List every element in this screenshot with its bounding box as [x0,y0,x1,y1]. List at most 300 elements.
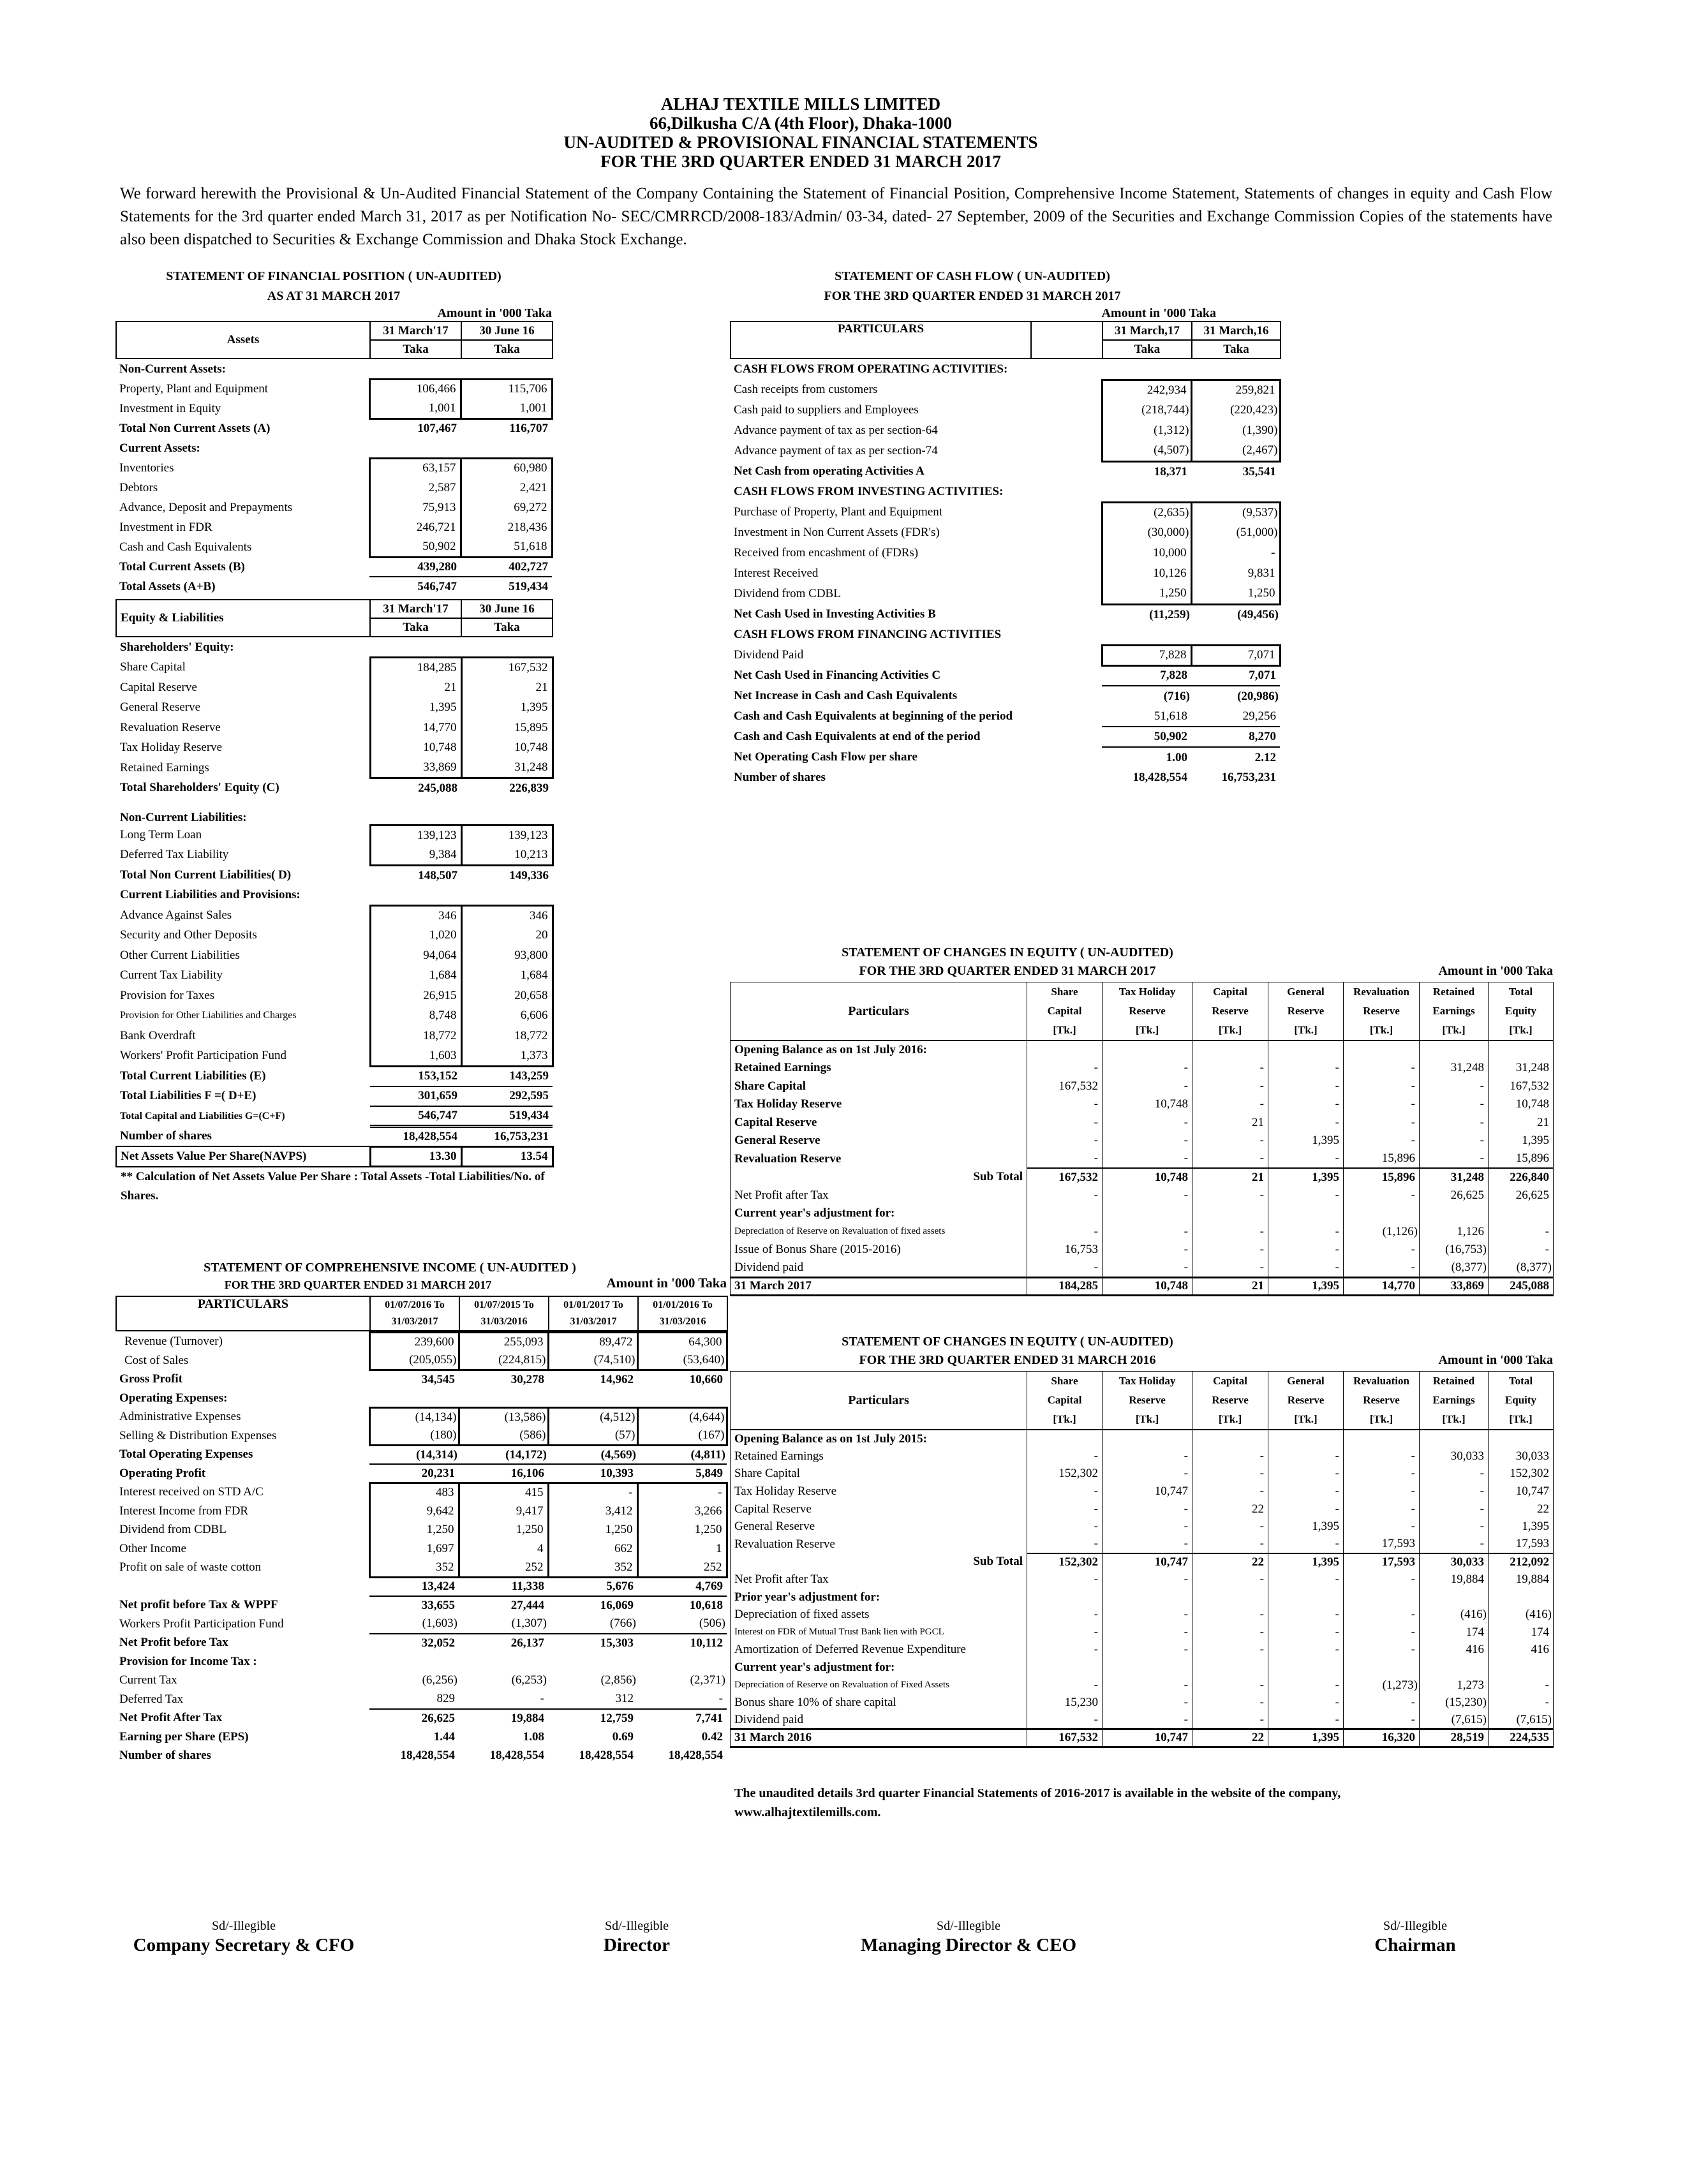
row-value: (13,586) [459,1408,548,1427]
column-header-line: Reserve [1212,1005,1249,1017]
row-value [1420,1204,1489,1223]
row-value: 519,434 [461,577,552,596]
row-label: Total Liabilities F =( D+E) [120,1089,256,1103]
row-label: Investment in Non Current Assets (FDR's) [734,526,940,539]
row-label: Total Operating Expenses [119,1448,253,1462]
row-value: - [1268,1641,1344,1659]
row-label: Net Profit after Tax [731,1187,1027,1205]
row-value: (74,510) [548,1351,637,1370]
row-label: Non-Current Assets: [119,362,226,376]
row-label: Retained Earnings [731,1448,1027,1465]
row-value: (15,230) [1420,1694,1489,1712]
row-value: 69,272 [461,498,552,517]
equity-row [731,1483,1554,1500]
row-value: - [1268,1694,1344,1712]
row-value: 152,302 [1489,1465,1554,1483]
row-value: - [1103,1059,1192,1077]
row-value: (8,377) [1489,1259,1554,1278]
signatory-role: Company Secretary & CFO [133,1935,355,1955]
row-value: - [1344,1483,1420,1500]
ci-row [115,1690,727,1709]
fpE-row [116,926,553,946]
row-value: 19,884 [459,1709,548,1728]
cf-row [730,584,1280,604]
fp-subtitle: AS AT 31 MARCH 2017 [267,289,401,303]
row-value: (2,467) [1191,441,1280,461]
row-label: Non-Current Liabilities: [120,811,247,824]
equity-column-header [1027,982,1103,1040]
ci-row [115,1351,727,1370]
row-value: - [1268,1536,1344,1553]
equity-column-header [1344,1372,1420,1430]
row-value: - [1027,1483,1103,1500]
row-value [1103,1588,1192,1606]
row-value: 829 [436,1692,455,1706]
equity-row [731,1114,1554,1132]
row-value [1420,1430,1489,1448]
ci-body [115,1333,727,1766]
row-value: 148,507 [418,868,457,882]
row-value [1344,1204,1420,1223]
cf-row [730,686,1280,706]
row-label: Provision for Income Tax : [119,1654,257,1668]
row-value: (51,000) [1191,522,1280,543]
row-label: Number of shares [119,1749,211,1763]
row-value: 34,545 [421,1373,455,1386]
row-value [1103,1430,1192,1448]
cash-flow-section [730,267,1280,788]
row-label: Deferred Tax Liability [120,848,229,862]
row-value: - [1103,1223,1192,1241]
row-value: 1,250 [459,1521,548,1540]
fpE-row [116,718,553,738]
row-label: Total Current Assets (B) [119,559,245,574]
fp-equity-table [115,637,554,1167]
row-value: - [1103,1712,1192,1729]
row-value: - [1489,1223,1554,1241]
fp-equity-label: Equity & Liabilities [116,600,370,637]
column-header-line: Total [1508,1375,1533,1387]
row-value: 212,092 [1489,1553,1554,1571]
row-value: 1,395 [1489,1518,1554,1536]
row-value: 12,759 [548,1709,637,1728]
ci-row [115,1747,727,1766]
ci-row [115,1671,727,1691]
row-value: - [1192,1677,1268,1694]
row-label: General Reserve [120,700,201,714]
row-value: (2,371) [690,1673,725,1687]
row-label: 31 March 2017 [731,1277,1027,1296]
document-title: UN-AUDITED & PROVISIONAL FINANCIAL STATEMENTS [563,133,1038,152]
signatory-role: Managing Director & CEO [860,1935,1077,1955]
row-value: 546,747 [369,577,461,596]
equity-column-header [1103,1372,1192,1430]
ci-table [115,1331,728,1765]
row-value [461,637,553,658]
equity-row [731,1095,1554,1114]
ci-row [115,1521,727,1540]
fp-unit1: Taka [370,340,461,359]
ci-row [115,1634,727,1653]
column-header-line: Reserve [1129,1005,1166,1017]
fpE-row [116,1046,553,1067]
row-label: General Reserve [731,1518,1027,1536]
fpE-row [116,658,553,678]
cf-row [730,665,1280,686]
cf-row [730,400,1280,420]
row-value: 167,532 [1489,1077,1554,1096]
row-value [370,798,461,825]
row-value: 143,259 [509,1069,549,1083]
fpA-row [115,418,552,438]
row-value: (220,423) [1191,400,1280,420]
intro-paragraph: We forward herewith the Provisional & Un-Audited Financial Statement of the Company Containing the Statement of Financial Position, Comprehensive Income Statement, Statements of changes in equity and Cash Flow Statements for the 3rd quarter ended March 31, 2017 as per Notification No- SEC/CMRRCD/2008-183/Admin/ 03-34, dated- 27 September, 2009 of the Securities and Exchange Commission Copies of the statements have also been dispatched to Securities & Exchange Commission and Dhaka Stock Exchange. [120,185,1552,248]
row-value: 224,535 [1489,1729,1554,1747]
row-value: - [1027,1518,1103,1536]
row-value [1192,1430,1268,1448]
row-label: Capital Reserve [731,1500,1027,1518]
row-value: 31,248 [1420,1168,1489,1187]
column-header-line: Revaluation [1353,986,1409,998]
row-value: - [1192,1694,1268,1712]
row-label: Bonus share 10% of share capital [731,1694,1027,1712]
row-value: (8,377) [1420,1259,1489,1278]
row-value [461,885,553,906]
row-label: Total Non Current Assets (A) [119,421,271,435]
cf-row [730,767,1280,788]
footer-note [734,1784,1340,1822]
row-value: - [1192,1536,1268,1553]
row-value: 15,895 [461,718,553,738]
equity-row [731,1571,1554,1588]
row-value: - [1103,1150,1192,1169]
row-value: 1,395 [1268,1518,1344,1536]
row-label: Net Cash from operating Activities A [734,464,925,478]
row-value: 26,625 [1420,1187,1489,1205]
cf-particulars-label: PARTICULARS [731,322,1031,359]
row-value: 7,828 [1102,645,1191,665]
fp-eq-col1: 31 March'17 [370,600,461,618]
cf-row [730,522,1280,543]
row-value: 115,706 [461,379,552,399]
equity-column-header [1268,982,1344,1040]
row-value: 21 [370,677,461,698]
row-value [1027,1204,1103,1223]
ci-row [115,1408,727,1427]
cf-subtitle: FOR THE 3RD QUARTER ENDED 31 MARCH 2017 [824,289,1121,303]
row-label: Amortization of Deferred Revenue Expenditure [731,1641,1027,1659]
row-value [548,1652,637,1671]
equity-row [731,1465,1554,1483]
fpE-row [116,1066,553,1086]
row-value: (1,273) [1344,1677,1420,1694]
row-value: - [1268,1059,1344,1077]
row-value: 30,033 [1420,1553,1489,1571]
row-value: - [1103,1518,1192,1536]
row-value: - [1192,1223,1268,1241]
row-value: 15,896 [1344,1168,1420,1187]
row-value: 4,769 [695,1580,723,1593]
row-value: 1,395 [1489,1132,1554,1150]
ci-row [115,1464,727,1483]
row-value: 1.00 [1102,747,1191,767]
column-header-line: [Tk.] [1053,1024,1076,1036]
row-value: - [1103,1624,1192,1641]
row-value: (218,744) [1102,400,1191,420]
row-label: Profit on sale of waste cotton [119,1560,262,1574]
row-value: - [1344,1712,1420,1729]
row-value: (416) [1489,1606,1554,1624]
row-label: Operating Expenses: [119,1391,228,1405]
row-label: Investment in Equity [119,401,221,415]
row-value: (53,640) [637,1351,727,1370]
row-value: 21 [1192,1277,1268,1296]
row-label: Other Income [119,1541,186,1555]
row-label: Opening Balance as on 1st July 2016: [731,1041,1027,1060]
equity-row [731,1518,1554,1536]
footer-note-text: The unaudited details 3rd quarter Financial Statements of 2016-2017 is available in the website of the company, [734,1786,1341,1800]
row-value [459,1389,548,1408]
row-value: 1,603 [370,1046,461,1067]
row-value: - [1192,1712,1268,1729]
row-value [1420,1041,1489,1060]
row-value: (7,615) [1420,1712,1489,1729]
row-value: - [1268,1465,1344,1483]
fp-col2: 30 June 16 [461,322,553,340]
row-label: Prior year's adjustment for: [731,1588,1027,1606]
row-value: - [1027,1571,1103,1588]
row-value: - [1344,1624,1420,1641]
company-name: ALHAJ TEXTILE MILLS LIMITED [660,94,941,114]
column-header-line: General [1287,1375,1325,1387]
row-value: 14,770 [370,718,461,738]
row-value: 1,395 [461,698,553,718]
row-value: 139,123 [461,825,553,845]
ci-header [115,1296,728,1331]
fpE-row [116,738,553,759]
equity-column-header [1489,1372,1554,1430]
signature-mark: Sd/-Illegible [212,1919,276,1933]
column-header-line: [Tk.] [1135,1413,1159,1425]
column-header-line: Tax Holiday [1118,986,1176,998]
row-value: - [1192,1150,1268,1169]
row-value: (766) [609,1617,636,1631]
row-label: Current Tax [119,1673,177,1687]
row-label: Share Capital [731,1077,1027,1096]
row-value: 31,248 [1489,1059,1554,1077]
row-value: - [1420,1518,1489,1536]
row-label: Revaluation Reserve [731,1150,1027,1169]
column-header-line: Capital [1047,1005,1082,1017]
website-link[interactable]: www.alhajtextilemills.com. [734,1805,881,1819]
row-value: - [1103,1465,1192,1483]
row-value: 10,748 [1103,1095,1192,1114]
row-label: Total Current Liabilities (E) [120,1069,266,1083]
eq2017-unit: Amount in '000 Taka [1438,964,1553,978]
cf-row [730,543,1280,563]
row-value: - [548,1483,637,1502]
row-label: Tax Holiday Reserve [120,741,223,755]
row-value: - [1192,1059,1268,1077]
column-header-line: [Tk.] [1218,1413,1242,1425]
row-value: - [1268,1483,1344,1500]
row-value: - [1027,1095,1103,1114]
row-value: 312 [615,1692,634,1706]
row-label: Revaluation Reserve [120,720,221,734]
row-value: 30,278 [510,1373,544,1386]
eq2017-table [730,1040,1554,1296]
row-value: 75,913 [369,498,461,517]
eq2017-body [731,1041,1554,1296]
row-label: Advance, Deposit and Prepayments [119,500,293,514]
fp-col1: 31 March'17 [370,322,461,340]
row-value: (6,256) [422,1673,457,1687]
row-value: - [1027,1500,1103,1518]
fp-title: STATEMENT OF FINANCIAL POSITION ( UN-AUDITED) [166,269,501,283]
row-value: 245,088 [1489,1277,1554,1296]
row-value: 167,532 [1027,1729,1103,1747]
row-label: Number of shares [734,771,826,784]
row-label: Administrative Expenses [119,1410,241,1424]
row-value: 1,250 [1102,584,1191,604]
cf-row [730,645,1280,665]
row-value [1489,1588,1554,1606]
eq2017-header [730,982,1554,1040]
row-value: - [718,1692,723,1706]
row-value: - [1027,1132,1103,1150]
row-value: 167,532 [1027,1077,1103,1096]
equity-row [731,1132,1554,1150]
row-value: 9,384 [370,845,461,866]
row-value: - [1268,1114,1344,1132]
fpA-row [115,557,552,577]
cf-row [730,380,1280,400]
row-value [370,885,461,906]
row-value: 1,684 [461,966,553,986]
row-value: 93,800 [461,945,553,966]
signature-mark: Sd/-Illegible [937,1919,1000,1933]
ci-col3-to: 31/03/2017 [570,1316,617,1327]
row-value: 242,934 [1102,380,1191,400]
row-value: - [1420,1150,1489,1169]
row-value: 18,428,554 [1132,771,1187,784]
column-header-line: Reserve [1287,1394,1325,1406]
cf-header [730,321,1281,359]
equity-column-header [1420,1372,1489,1430]
row-value: - [1192,1641,1268,1659]
column-header-line: General [1287,986,1325,998]
row-value: 18,428,554 [370,1127,461,1147]
equity-row [731,1694,1554,1712]
fpA-row [115,379,552,399]
row-value: 18,371 [1154,464,1187,478]
row-value: 15,896 [1344,1150,1420,1169]
fpE-row [116,798,553,825]
row-label: Current year's adjustment for: [731,1204,1027,1223]
row-value: 184,285 [1027,1277,1103,1296]
row-value: 301,659 [370,1086,461,1107]
cf-row [730,706,1280,727]
row-value: 29,256 [1242,709,1276,723]
equity-row [731,1606,1554,1624]
row-value: 28,519 [1420,1729,1489,1747]
row-label: Provision for Taxes [120,988,215,1002]
row-value: 26,137 [459,1634,548,1653]
fpA-row [115,359,552,379]
row-value: - [1103,1500,1192,1518]
column-header-line: Equity [1504,1005,1537,1017]
row-value: - [1268,1077,1344,1096]
row-value: 10,618 [637,1596,727,1615]
cf-row [730,563,1280,584]
column-header-line: [Tk.] [1294,1413,1318,1425]
row-value: 7,828 [1160,669,1187,683]
row-value: - [1027,1187,1103,1205]
row-value: - [1420,1114,1489,1132]
row-value: - [1268,1150,1344,1169]
row-value: - [1344,1187,1420,1205]
column-header-line: [Tk.] [1053,1413,1076,1425]
cf-row [730,604,1280,625]
row-value: (416) [1420,1606,1489,1624]
cf-table [730,359,1281,788]
row-label: Investment in FDR [119,520,212,534]
row-label: Current Tax Liability [120,968,223,982]
row-value: 245,088 [418,781,457,795]
eq2016-unit: Amount in '000 Taka [1438,1353,1553,1367]
row-value: 9,642 [369,1502,459,1521]
row-value: 26,915 [370,986,461,1006]
row-value [1027,1041,1103,1060]
row-label: Total Shareholders' Equity (C) [120,781,279,795]
row-value: 21 [1489,1114,1554,1132]
row-value: (4,507) [1102,441,1191,461]
row-label: Interest received on STD A/C [119,1485,264,1499]
row-value: - [1489,1694,1554,1712]
row-value: 2,421 [461,478,552,498]
row-value: (14,134) [369,1408,459,1427]
row-value: - [1268,1187,1344,1205]
cf-row [730,461,1280,482]
equity-row [731,1677,1554,1694]
row-label: Net Profit before Tax [119,1636,228,1650]
row-value: 1,395 [1268,1729,1344,1747]
equity-column-header [1192,982,1268,1040]
row-value: 64,300 [637,1333,727,1352]
row-value: - [1027,1606,1103,1624]
row-value: - [1420,1483,1489,1500]
row-value: (16,753) [1420,1241,1489,1259]
row-value: 167,532 [461,658,553,678]
fpE-row [116,986,553,1006]
fpA-row [115,438,552,458]
row-value [1268,1041,1344,1060]
cf-unit1: Taka [1103,340,1192,359]
row-value: 152,302 [1027,1465,1103,1483]
row-value: 416 [1489,1641,1554,1659]
cf-body [730,359,1280,788]
cf-col2: 31 March,16 [1192,322,1281,340]
row-value: 21 [1192,1168,1268,1187]
row-value: 9,417 [459,1502,548,1521]
row-label: Net Cash Used in Financing Activities C [734,669,941,682]
row-value: - [1103,1259,1192,1278]
row-value: - [1192,1077,1268,1096]
row-label: Gross Profit [119,1372,183,1386]
row-value: 10,747 [1489,1483,1554,1500]
row-value: - [1192,1132,1268,1150]
signatory-role: Chairman [1374,1935,1456,1955]
